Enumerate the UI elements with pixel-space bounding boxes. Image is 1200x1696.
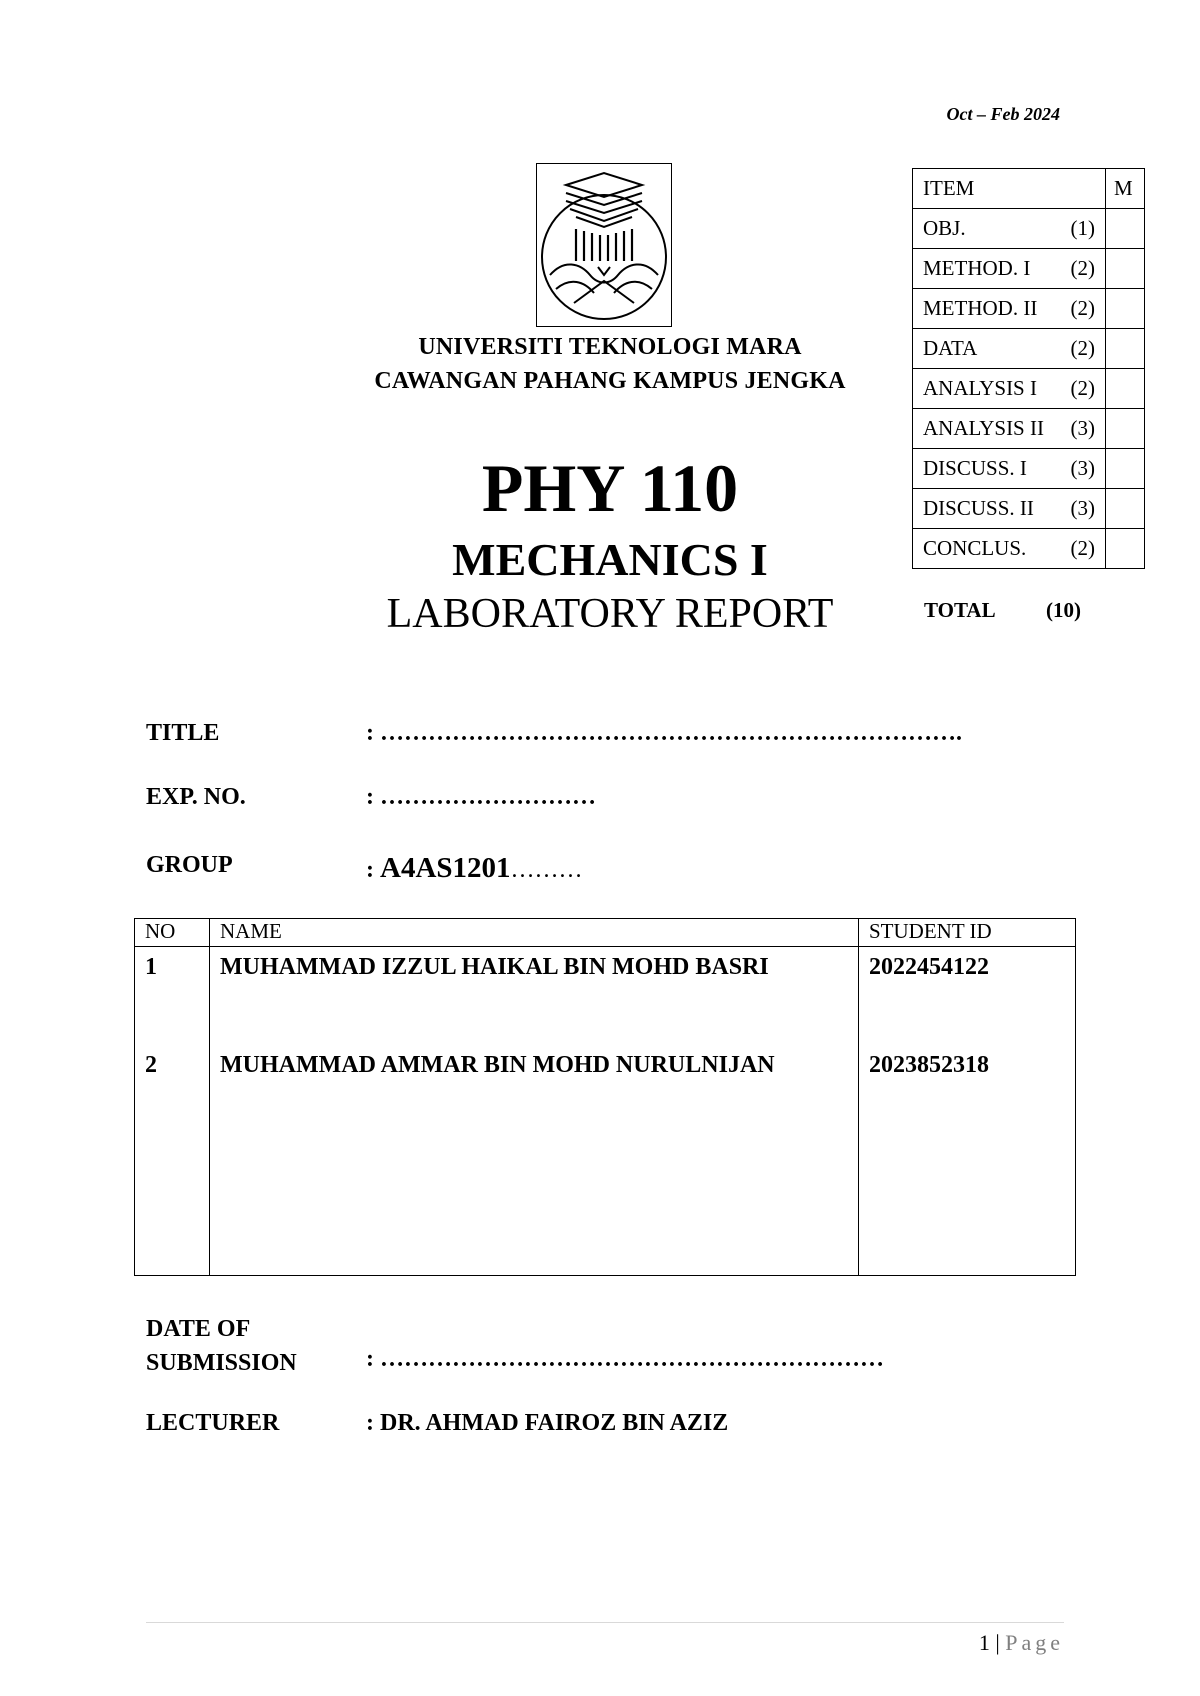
marks-row-item: DATA [923, 336, 978, 360]
marks-row [913, 449, 1145, 489]
university-name-line1: UNIVERSITI TEKNOLOGI MARA [418, 334, 802, 360]
marks-row-item: METHOD. II [923, 296, 1038, 320]
footer-divider [146, 1622, 1064, 1623]
exp-no-label: EXP. NO. [146, 784, 246, 810]
date-label-line1: DATE OF [146, 1316, 251, 1342]
member-id: 2023852318 [859, 1049, 1076, 1276]
marks-row-mark-cell[interactable] [1106, 209, 1145, 249]
group-code: A4AS1201 [380, 852, 511, 884]
marks-row-mark-cell[interactable] [1106, 449, 1145, 489]
marks-row-item: METHOD. I [923, 256, 1031, 280]
course-code: PHY 110 [481, 450, 739, 526]
table-row [135, 1049, 1076, 1276]
group-prefix: : [366, 857, 380, 883]
marks-row [913, 289, 1145, 329]
table-row [135, 947, 1076, 1050]
date-label-line2: SUBMISSION [146, 1350, 297, 1376]
marks-row-item: DISCUSS. II [923, 496, 1034, 520]
member-name: MUHAMMAD AMMAR BIN MOHD NURULNIJAN [210, 1049, 859, 1276]
marks-row-item: DISCUSS. I [923, 456, 1027, 480]
member-no: 2 [135, 1049, 210, 1276]
members-header-id: STUDENT ID [859, 919, 1076, 947]
marks-row-max: (2) [1070, 296, 1095, 320]
session-label: Oct – Feb 2024 [946, 104, 1060, 124]
marks-row [913, 369, 1145, 409]
marks-row-max: (2) [1070, 376, 1095, 400]
marks-row [913, 489, 1145, 529]
date-of-submission-label [146, 1312, 297, 1380]
marks-header-mark: M [1106, 169, 1145, 209]
marks-row-mark-cell[interactable] [1106, 329, 1145, 369]
marks-row-max: (3) [1070, 496, 1095, 520]
marks-row-max: (3) [1070, 456, 1095, 480]
marks-row-mark-cell[interactable] [1106, 409, 1145, 449]
page-label: Page [1005, 1630, 1064, 1655]
lecturer-value: : DR. AHMAD FAIROZ BIN AZIZ [366, 1410, 729, 1436]
marks-row-max: (2) [1070, 536, 1095, 560]
marks-row [913, 409, 1145, 449]
page-footer [900, 1630, 1064, 1656]
marks-row [913, 209, 1145, 249]
page-separator: | [989, 1630, 1006, 1655]
university-name-line2: CAWANGAN PAHANG KAMPUS JENGKA [374, 368, 846, 394]
marks-row [913, 529, 1145, 569]
marks-row [913, 329, 1145, 369]
members-table-header [135, 919, 1076, 947]
marks-row-mark-cell[interactable] [1106, 249, 1145, 289]
member-no: 1 [135, 947, 210, 1050]
member-id: 2022454122 [859, 947, 1076, 1050]
title-value[interactable]: : ………………………………………………………………. [366, 720, 962, 746]
group-value[interactable] [366, 852, 583, 885]
marks-row-mark-cell[interactable] [1106, 489, 1145, 529]
lecturer-label: LECTURER [146, 1410, 280, 1436]
marks-total-row [912, 598, 1162, 623]
marks-row-max: (2) [1070, 336, 1095, 360]
marks-row-max: (1) [1070, 216, 1095, 240]
marks-row-item: OBJ. [923, 216, 966, 240]
marks-row-item: CONCLUS. [923, 536, 1027, 560]
members-table [134, 918, 1076, 1276]
members-header-name: NAME [210, 919, 859, 947]
title-label: TITLE [146, 720, 220, 746]
marks-row-mark-cell[interactable] [1106, 369, 1145, 409]
group-label: GROUP [146, 852, 233, 878]
members-header-no: NO [135, 919, 210, 947]
marks-header-item: ITEM [913, 169, 1106, 209]
marks-row [913, 249, 1145, 289]
marks-row-item: ANALYSIS II [923, 416, 1044, 440]
member-name: MUHAMMAD IZZUL HAIKAL BIN MOHD BASRI [210, 947, 859, 1050]
marks-row-mark-cell[interactable] [1106, 289, 1145, 329]
marks-total-max: (10) [1046, 598, 1081, 622]
marks-table [912, 168, 1145, 569]
exp-no-value[interactable]: : ……………………… [366, 784, 596, 810]
page-number: 1 [978, 1630, 990, 1655]
date-of-submission-value[interactable]: : ……………………………………………………… [366, 1346, 884, 1372]
university-logo-icon [536, 163, 672, 327]
marks-row-item: ANALYSIS I [923, 376, 1037, 400]
marks-row-max: (2) [1070, 256, 1095, 280]
university-name [300, 330, 920, 398]
marks-row-max: (3) [1070, 416, 1095, 440]
report-type: LABORATORY REPORT [386, 591, 834, 637]
marks-row-mark-cell[interactable] [1106, 529, 1145, 569]
marks-table-header [913, 169, 1145, 209]
group-dots: ……… [510, 857, 583, 883]
marks-total-label: TOTAL [924, 598, 996, 622]
course-name: MECHANICS I [452, 534, 768, 585]
